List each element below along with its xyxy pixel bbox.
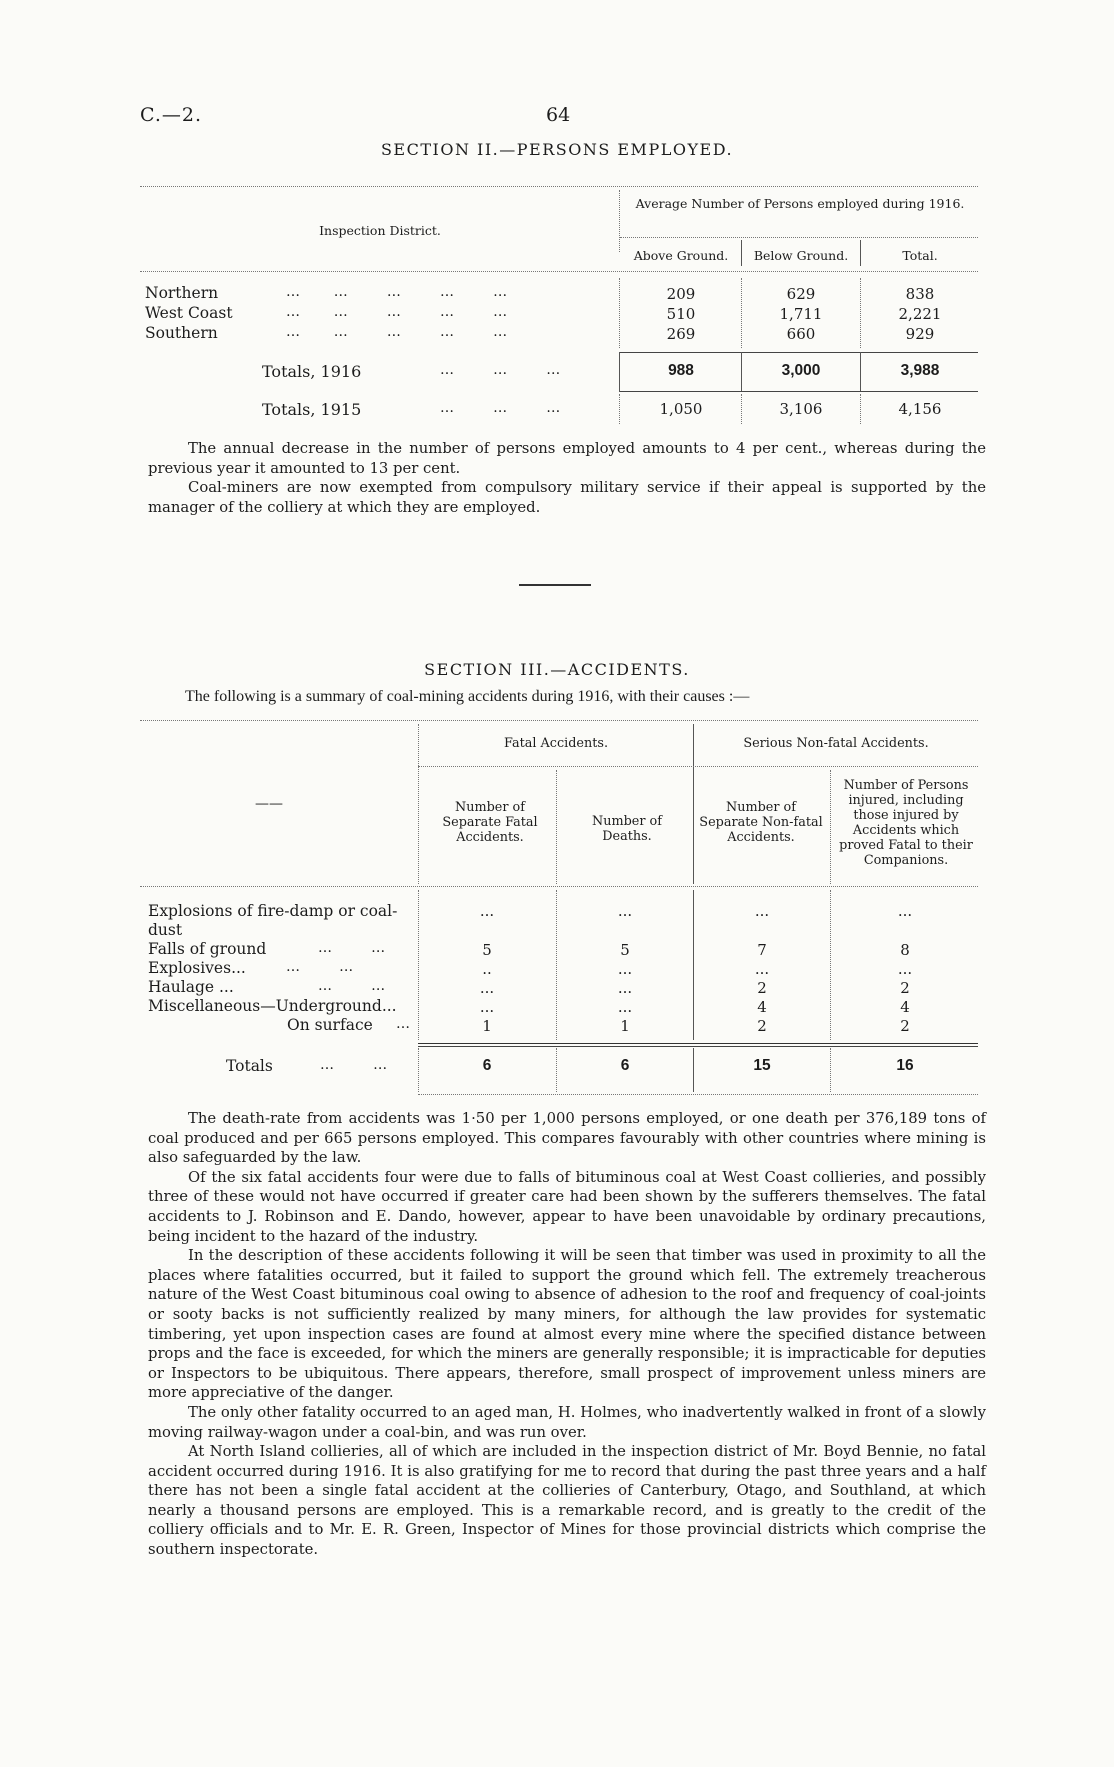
total-deaths: 6 (620, 1057, 630, 1074)
value-injured: ... (897, 960, 913, 978)
value-total: 929 (905, 325, 935, 343)
value-injured: 8 (900, 941, 910, 959)
paragraph: Coal-miners are now exempted from compulsory military service if their appeal is supported by the manager of the colliery at which they are employed. (148, 479, 986, 516)
value-deaths: ... (617, 960, 633, 978)
value-nonfatal: 4 (757, 998, 767, 1016)
value-fatal: ... (479, 979, 495, 997)
col-deaths: Number of Deaths. (592, 814, 662, 844)
district-name: Northern (145, 284, 219, 302)
value-injured: 2 (900, 979, 910, 997)
district-name: Southern (145, 324, 218, 342)
col-persons-injured: Number of Persons injured, including those injured by Accidents which proved Fatal to their Companions. (839, 778, 973, 868)
cause-label: Explosives... (148, 959, 246, 977)
value-above: 269 (666, 325, 696, 343)
value-injured: 2 (900, 1017, 910, 1035)
leader-dots: … … (318, 940, 387, 956)
value-deaths: 1 (620, 1017, 630, 1035)
value-below: 629 (786, 285, 816, 303)
value-nonfatal: 2 (757, 1017, 767, 1035)
value-deaths: ... (617, 979, 633, 997)
totals-1915-label: Totals, 1915 (262, 400, 362, 419)
value-below: 1,711 (779, 305, 823, 323)
value-nonfatal: ... (754, 902, 770, 920)
district-name: West Coast (145, 304, 233, 322)
total-above: 988 (668, 362, 694, 379)
leader-dots: … … (320, 1057, 389, 1073)
leader-dots: … … … … … (286, 284, 509, 300)
cause-label: Explosions of fire-damp or coal-dust (148, 902, 398, 939)
value-deaths: 5 (620, 941, 630, 959)
paragraph: In the description of these accidents following it will be seen that timber was used in proximity to all the places where fatalities occurred, but it failed to support the ground which fell. The extremely treacherous nature of the West Coast bituminous coal owing to absence of adhesion to the roof and frequency of coal-joints or sooty backs is not sufficiently realized by many miners, for although the law provides for systematic timbering, yet upon inspection cases are found at almost every mine where the specified distance between props and the face is exceeded, for which the miners are generally responsible; it is impracticable for deputies or Inspectors to be ubiquitous. There appears, therefore, small prospect of improvement unless miners are more appreciative of the danger. (148, 1247, 986, 1402)
col-separate-nonfatal: Number of Separate Non-fatal Accidents. (699, 800, 823, 845)
leader-dots: … … … … … (286, 324, 509, 340)
leader-dots: … (396, 1016, 411, 1032)
total-1915-total: 4,156 (898, 400, 942, 418)
section-2-title: SECTION II.—PERSONS EMPLOYED. (380, 140, 734, 159)
paragraph: Of the six fatal accidents four were due to falls of bituminous coal at West Coast collieries, and possibly three of these would not have occurred if greater care had been shown by the sufferers themselves. The fatal accidents to J. Robinson and E. Dando, however, appear to have been unavoidable by ordinary precautions, being incident to the hazard of the industry. (148, 1168, 986, 1245)
stub-column-dash: —— (255, 796, 283, 812)
paragraph: At North Island collieries, all of which are included in the inspection district of Mr. Boyd Bennie, no fatal accident occurred during 1916. It is also gratifying for me to record that during the past three years and a half there has not been a single fatal accident at the collieries of Canterbury, Otago, and Southland, at which nearly a thousand persons are employed. This is a remarkable record, and is greatly to the credit of the colliery officials and to Mr. E. R. Green, Inspector of Mines for those provincial districts which comprise the southern inspectorate. (148, 1443, 986, 1559)
value-above: 209 (666, 285, 696, 303)
page-number: 64 (546, 104, 571, 126)
totals-label: Totals (226, 1057, 273, 1075)
col-total: Total. (902, 248, 938, 263)
document-code: C.—2. (140, 104, 203, 126)
value-fatal: .. (482, 960, 492, 978)
total-total: 3,988 (900, 362, 940, 379)
total-1915-above: 1,050 (659, 400, 703, 418)
leader-dots: … … … (440, 362, 562, 378)
leader-dots: … … … … … (286, 304, 509, 320)
value-nonfatal: ... (754, 960, 770, 978)
leader-dots: … … (318, 978, 387, 994)
cause-label: Miscellaneous—Underground... (148, 997, 397, 1015)
cause-label: Falls of ground (148, 940, 267, 958)
col-separate-fatal: Number of Separate Fatal Accidents. (442, 800, 538, 845)
total-fatal: 6 (482, 1057, 492, 1074)
section-2-text (148, 439, 986, 517)
value-above: 510 (666, 305, 696, 323)
col-serious-nonfatal: Serious Non-fatal Accidents. (743, 736, 929, 751)
value-below: 660 (786, 325, 816, 343)
value-injured: ... (897, 902, 913, 920)
section-3-intro: The following is a summary of coal-mining accidents during 1916, with their causes :— (185, 688, 750, 705)
col-above-ground: Above Ground. (633, 248, 729, 263)
paragraph: The death-rate from accidents was 1·50 per 1,000 persons employed, or one death per 376,189 tons of coal produced and per 665 persons employed. This compares favourably with other countries where mining is also safeguarded by the law. (148, 1110, 986, 1167)
value-deaths: ... (617, 902, 633, 920)
cause-label: On surface (287, 1016, 373, 1034)
paragraph: The annual decrease in the number of persons employed amounts to 4 per cent., whereas during the previous year it amounted to 13 per cent. (148, 440, 986, 477)
value-fatal: 5 (482, 941, 492, 959)
paragraph: The only other fatality occurred to an aged man, H. Holmes, who inadvertently walked in front of a slowly moving railway-wagon under a coal-bin, and was run over. (148, 1403, 986, 1441)
value-injured: 4 (900, 998, 910, 1016)
leader-dots: … … … (440, 400, 562, 416)
section-3-text (148, 1109, 986, 1560)
value-fatal: ... (479, 902, 495, 920)
section-3-title: SECTION III.—ACCIDENTS. (424, 660, 690, 679)
total-injured: 16 (896, 1057, 914, 1074)
col-average-persons: Average Number of Persons employed during 1916. (635, 196, 965, 211)
section-divider (519, 584, 591, 586)
col-inspection-district: Inspection District. (319, 223, 441, 238)
totals-1916-label: Totals, 1916 (262, 362, 362, 381)
total-below: 3,000 (781, 362, 821, 379)
cause-label: Haulage ... (148, 978, 234, 996)
value-fatal: ... (479, 998, 495, 1016)
value-fatal: 1 (482, 1017, 492, 1035)
total-nonfatal: 15 (753, 1057, 771, 1074)
col-fatal-accidents: Fatal Accidents. (503, 736, 609, 751)
value-deaths: ... (617, 998, 633, 1016)
value-total: 2,221 (898, 305, 942, 323)
value-nonfatal: 2 (757, 979, 767, 997)
value-nonfatal: 7 (757, 941, 767, 959)
col-below-ground: Below Ground. (753, 248, 849, 263)
value-total: 838 (905, 285, 935, 303)
total-1915-below: 3,106 (779, 400, 823, 418)
leader-dots: … … (286, 959, 355, 975)
